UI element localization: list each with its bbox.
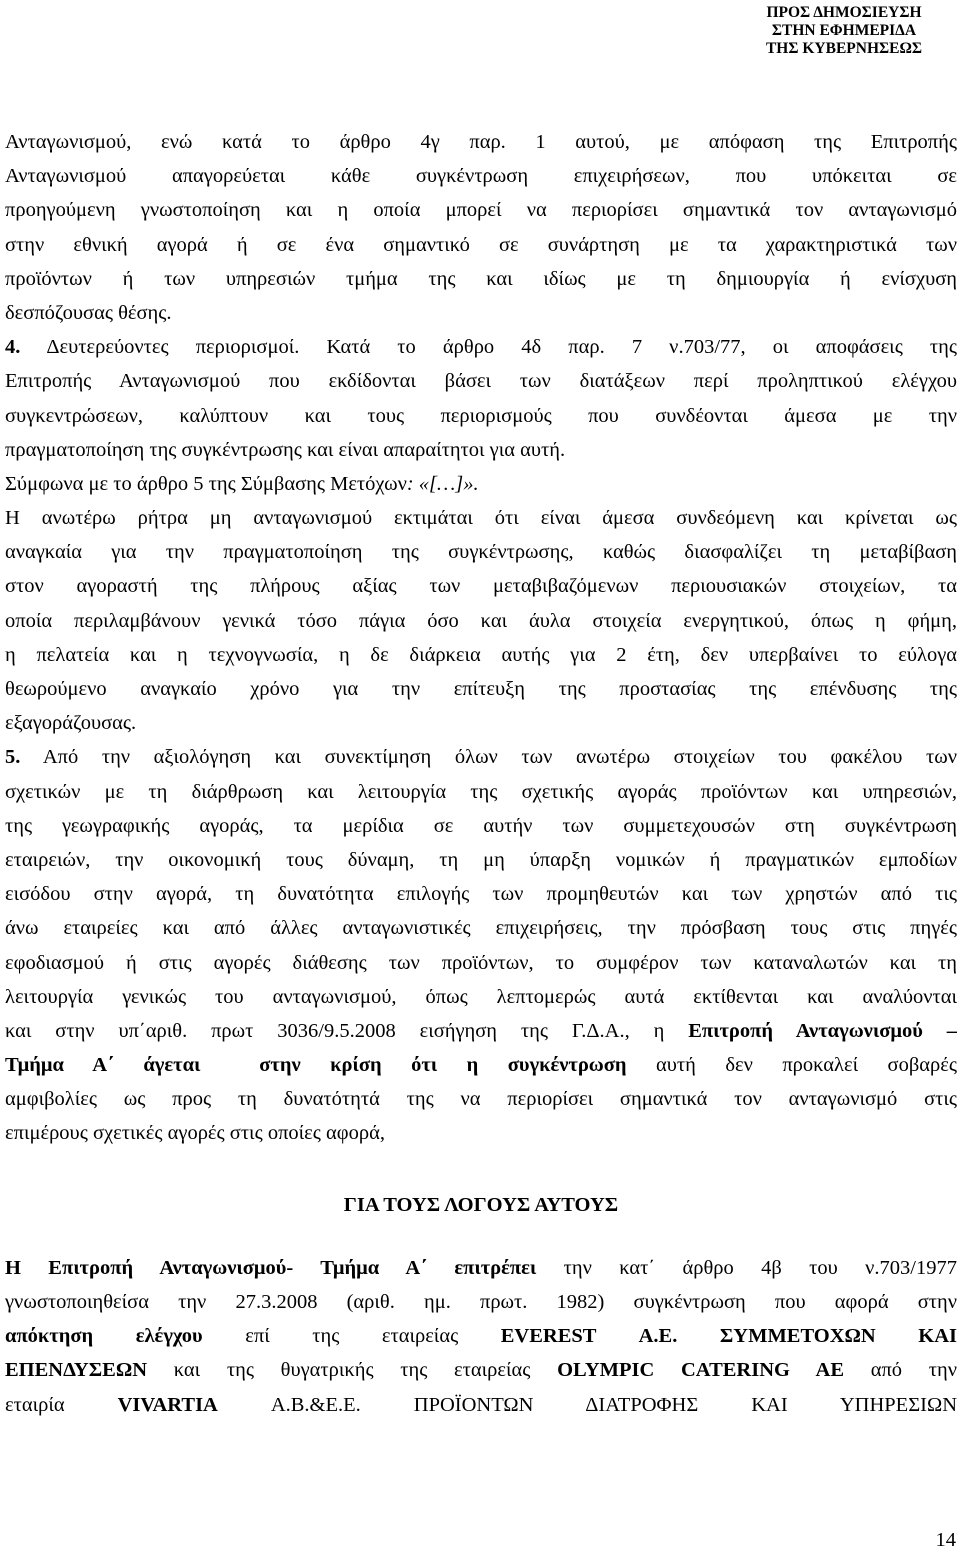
text-line: η πελατεία και η τεχνογνωσία, η δε διάρκεια αυτής για 2 έτη, δεν υπερβαίνει το εύλογα [5, 643, 957, 666]
text-line [5, 1251, 957, 1285]
decision-paragraph [5, 1251, 957, 1422]
text-line: οποία περιλαμβάνουν γενικά τόσο πάγια όσο και άυλα στοιχεία ενεργητικού, όπως η φήμη, [5, 609, 957, 632]
text-line [5, 1048, 957, 1082]
text-line: προηγούμενη γνωστοποίηση και η οποία μπορεί να περιορίσει σημαντικά τον ανταγωνισμό [5, 199, 957, 222]
text-line: στην εθνική αγορά ή σε ένα σημαντικό σε συνάρτηση με τα χαρακτηριστικά των [5, 233, 957, 256]
text-line: εφοδιασμού ή στις αγορές διάθεσης των προϊόντων, το συμφέρον των καταναλωτών και τη [5, 951, 957, 974]
stamp-line-3: ΤΗΣ ΚΥΒΕΡΝΗΣΕΩΣ [765, 40, 923, 57]
text-line: της γεωγραφικής αγοράς, τα μερίδια σε αυτήν των συμμετεχουσών στη συγκέντρωση [5, 814, 957, 837]
blank-line [5, 1225, 957, 1251]
text-line: εταιρειών, την οικονομική τους δύναμη, τη μη ύπαρξη νομικών ή πραγματικών εμποδίων [5, 848, 957, 871]
text-line: εξαγοράζουσας. [5, 712, 137, 735]
text-line: σχετικών με τη διάρθρωση και λειτουργία της σχετικής αγοράς προϊόντων και υπηρεσιών, [5, 780, 957, 803]
agreement-reference-line [5, 467, 957, 501]
reasons-heading: ΓΙΑ ΤΟΥΣ ΛΟΓΟΥΣ ΑΥΤΟΥΣ [343, 1193, 619, 1216]
section-4 [5, 330, 957, 740]
text-line: δεσπόζουσας θέσης. [5, 301, 172, 324]
section-title: Δευτερεύοντες περιορισμοί. [20, 336, 300, 359]
text-line: πραγματοποίηση της συγκέντρωσης και είναι απαραίτητοι για αυτή. [5, 438, 566, 461]
page-number: 14 [935, 1529, 956, 1551]
text-line: Επιτροπής Ανταγωνισμού που εκδίδονται βάσει των διατάξεων περί προληπτικού ελέγχου [5, 370, 957, 393]
blank-line [5, 1151, 957, 1185]
stamp-line-2: ΣΤΗΝ ΕΦΗΜΕΡΙΔΑ [771, 22, 917, 39]
text-segment: και στην υπ΄αριθ. πρωτ 3036/9.5.2008 εισήγηση της Γ.Δ.Α., η [5, 1019, 689, 1042]
text-line: συγκεντρώσεων, καλύπτουν και τους περιορισμούς που συνδέονται άμεσα με την [5, 404, 957, 427]
text-line [5, 1388, 957, 1422]
text-line: αναγκαία για την πραγματοποίηση της συγκέντρωσης, καθώς διασφαλίζει τη μεταβίβαση [5, 541, 957, 564]
text-line: γνωστοποιηθείσα την 27.3.2008 (αριθ. ημ. πρωτ. 1982) συγκέντρωση που αφορά στην [5, 1291, 957, 1313]
section-5 [5, 740, 957, 1150]
paragraph-competition-article [5, 125, 957, 330]
text-segment: από την [844, 1359, 957, 1382]
publication-stamp [734, 4, 954, 58]
text-segment: Από την αξιολόγηση και συνεκτίμηση όλων των ανωτέρω στοιχείων του φακέλου των [20, 746, 957, 769]
bold-segment: Επιτροπή Ανταγωνισμού – [688, 1019, 957, 1042]
text-line [5, 1353, 957, 1387]
section-5-first-line [5, 740, 957, 774]
document-body [5, 125, 957, 1422]
company-name: EVEREST Α.Ε. ΣΥΜΜΕΤΟΧΩΝ ΚΑΙ [500, 1325, 957, 1348]
text-line: Η ανωτέρω ρήτρα μη ανταγωνισμού εκτιμάται ότι είναι άμεσα συνδεόμενη και κρίνεται ως [5, 507, 957, 530]
company-name: VIVARTIA [117, 1393, 218, 1416]
text-line [5, 1319, 957, 1353]
text-segment: επί της εταιρείας [202, 1325, 501, 1348]
section-number: 5. [5, 746, 21, 769]
redacted-quote: : «[…]». [406, 472, 479, 495]
text-line: επιμέρους σχετικές αγορές στις οποίες αφορά, [5, 1122, 385, 1145]
text-line: στον αγοραστή της πλήρους αξίας των μεταβιβαζόμενων περιουσιακών στοιχείων, τα [5, 575, 957, 598]
stamp-line-1: ΠΡΟΣ ΔΗΜΟΣΙΕΥΣΗ [766, 4, 922, 21]
text-segment: εταιρία [5, 1393, 118, 1416]
text-line [5, 1014, 957, 1048]
text-segment: αυτή δεν προκαλεί σοβαρές [626, 1054, 957, 1077]
section-number: 4. [5, 336, 21, 359]
text-line: εισόδου στην αγορά, τη δυνατότητα επιλογής των προμηθευτών και των χρηστών από τις [5, 883, 957, 906]
bold-segment: απόκτηση ελέγχου [5, 1325, 203, 1348]
text-line: Ανταγωνισμού απαγορεύεται κάθε συγκέντρωση επιχειρήσεων, που υπόκειται σε [5, 165, 957, 188]
text-segment: Σύμφωνα με το άρθρο 5 της Σύμβασης Μετόχων [5, 472, 407, 495]
section-4-heading-line [5, 330, 957, 364]
text-segment: την κατ΄ άρθρο 4β του ν.703/1977 [536, 1256, 957, 1279]
company-name: OLYMPIC CATERING AE [557, 1359, 844, 1382]
text-line: λειτουργία γενικώς του ανταγωνισμού, όπως λεπτομερώς αυτά εκτίθενται και αναλύονται [5, 985, 957, 1008]
text-line: Ανταγωνισμού, ενώ κατά το άρθρο 4γ παρ. 1 αυτού, με απόφαση της Επιτροπής [5, 131, 957, 153]
bold-segment: Η Επιτροπή Ανταγωνισμού- Τμήμα Α΄ επιτρέπει [5, 1256, 537, 1279]
text-line: προϊόντων ή των υπηρεσιών τμήμα της και ιδίως με τη δημιουργία ή ενίσχυση [5, 267, 957, 290]
company-name: ΕΠΕΝΔΥΣΕΩΝ [5, 1359, 148, 1382]
text-line: θεωρούμενο αναγκαίο χρόνο για την επίτευξη της προστασίας της επένδυσης της [5, 678, 957, 700]
bold-segment: Τμήμα Α΄ άγεται στην κρίση ότι η συγκέντρωση [5, 1054, 627, 1077]
text-segment: και της θυγατρικής της εταιρείας [147, 1359, 558, 1382]
text-line: αμφιβολίες ως προς τη δυνατότητά της να περιορίσει σημαντικά τον ανταγωνισμό στις [5, 1088, 957, 1111]
text-line: άνω εταιρείες και από άλλες ανταγωνιστικές επιχειρήσεις, την πρόσβαση τους στις πηγές [5, 917, 957, 940]
text-segment: Κατά το άρθρο 4δ παρ. 7 ν.703/77, οι αποφάσεις της [299, 336, 957, 359]
text-segment: Α.Β.&Ε.Ε. ΠΡΟΪΟΝΤΩΝ ΔΙΑΤΡΟΦΗΣ ΚΑΙ ΥΠΗΡΕΣΙΩΝ [217, 1393, 957, 1416]
